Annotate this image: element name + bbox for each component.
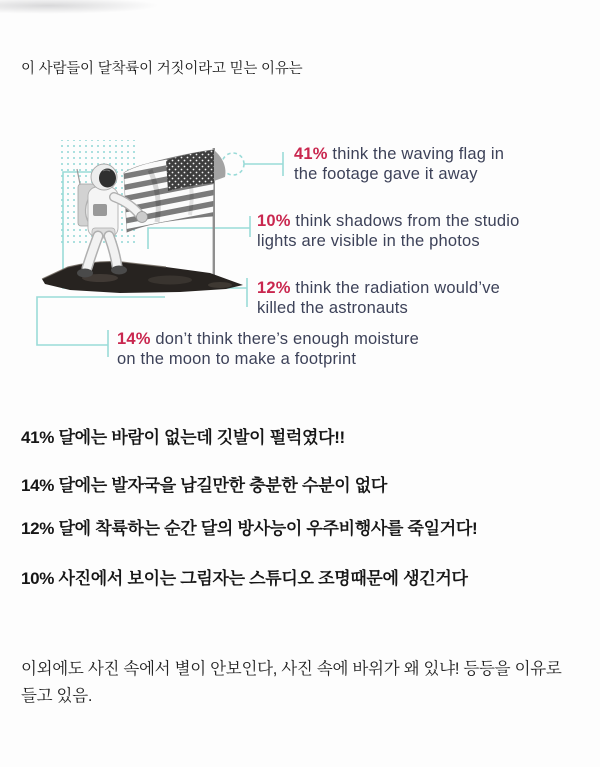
stat-line <box>257 211 520 231</box>
stat-percent: 41% <box>294 145 328 163</box>
page-title: 이 사람들이 달착륙이 거짓이라고 믿는 이유는 <box>21 61 303 77</box>
stat-shadows <box>257 211 520 251</box>
stat-text: think the waving flag in <box>332 145 505 163</box>
connector-flag-line <box>244 152 283 176</box>
stat-text: the footage gave it away <box>294 165 478 183</box>
footnote-line-2: 들고 있음. <box>21 687 93 705</box>
stat-line <box>294 144 504 164</box>
stat-flag <box>294 144 504 184</box>
stat-radiation <box>257 278 500 318</box>
stat-percent: 12% <box>257 279 291 297</box>
stat-line <box>117 329 419 349</box>
stat-text: lights are visible in the photos <box>257 232 480 250</box>
footnote-line-1: 이외에도 사진 속에서 별이 안보인다, 사진 속에 바위가 왜 있냐! 등등을 이유로 <box>21 660 562 678</box>
stat-text: think the radiation would’ve <box>295 279 501 297</box>
korean-reason-radiation: 12% 달에 착륙하는 순간 달의 방사능이 우주비행사를 죽일거다! <box>21 519 478 538</box>
korean-reason-moisture: 14% 달에는 발자국을 남길만한 충분한 수분이 없다 <box>21 476 387 495</box>
stat-text: don’t think there’s enough moisture <box>155 330 419 348</box>
korean-reason-flag: 41% 달에는 바람이 없는데 깃발이 펄럭였다!! <box>21 428 345 447</box>
stat-text: killed the astronauts <box>257 299 408 317</box>
stat-percent: 14% <box>117 330 151 348</box>
stat-moisture <box>117 329 419 369</box>
stat-text: think shadows from the studio <box>295 212 520 230</box>
stat-line <box>257 278 500 298</box>
stat-text: on the moon to make a footprint <box>117 350 357 368</box>
korean-reason-shadows: 10% 사진에서 보이는 그림자는 스튜디오 조명때문에 생긴거다 <box>21 569 468 588</box>
scan-noise <box>0 0 160 14</box>
stat-percent: 10% <box>257 212 291 230</box>
